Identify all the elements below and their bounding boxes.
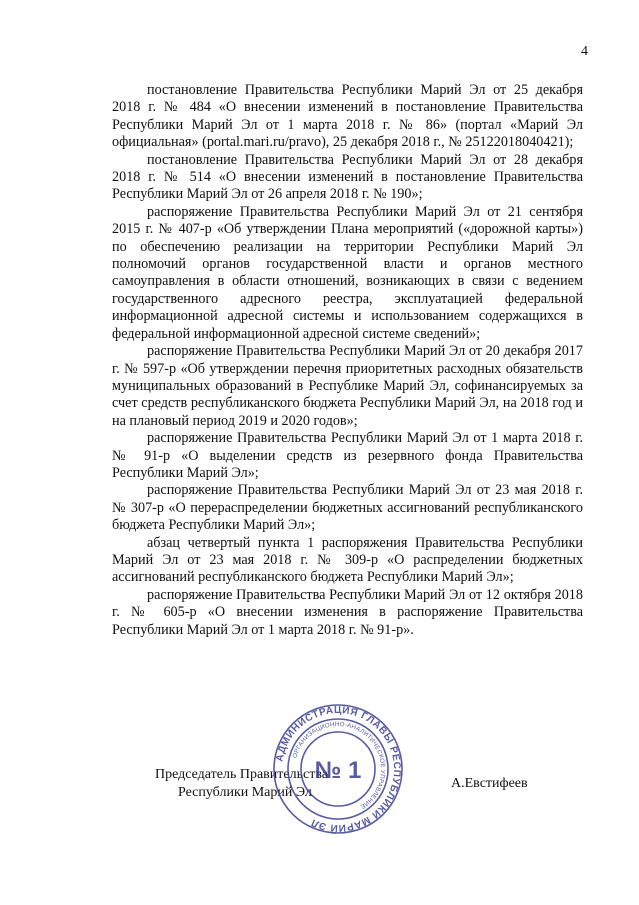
paragraph: постановление Правительства Республики Марий Эл от 25 декабря 2018 г. № 484 «О внесении изменений в постановление Правительства Республики Марий Эл от 1 марта 2018 г. № 86» (портал «Марий Эл официальная» (portal.mari.ru/pravo), 25 декабря 2018 г., № 25122018040421); bbox=[112, 82, 583, 151]
paragraph: абзац четвертый пункта 1 распоряжения Правительства Республики Марий Эл от 23 мая 2018 г. № 309-р «О распределении бюджетных ассигнований республиканского бюджета Республики Марий Эл»; bbox=[112, 534, 583, 586]
seal-center-text: № 1 bbox=[314, 757, 362, 784]
signature-title-line: Председатель Правительства bbox=[155, 767, 328, 782]
paragraph: распоряжение Правительства Республики Марий Эл от 12 октября 2018 г. № 605-р «О внесении изменения в распоряжение Правительства Республики Марий Эл от 1 марта 2018 г. № 91-р». bbox=[112, 586, 583, 638]
paragraph: распоряжение Правительства Республики Марий Эл от 21 сентября 2015 г. № 407-р «Об утверждении Плана мероприятий («дорожной карты») по обеспечению реализации на территории Республики Марий Эл полномочий органов государственной власти и органов местного самоуправления в области отношений, возникающих в связи с ведением государственного адресного реестра, эксплуатацией федеральной информационной адресной системы и использованием содержащихся в федеральной информационной адресной системе сведений»; bbox=[112, 203, 583, 342]
official-seal-stamp bbox=[270, 701, 406, 837]
page-number: 4 bbox=[581, 44, 588, 59]
seal-inner-text: ОРГАНИЗАЦИОННО-АНАЛИТИЧЕСКОЕ УПРАВЛЕНИЕ bbox=[291, 720, 387, 811]
seal-outer-text: АДМИНИСТРАЦИЯ ГЛАВЫ РЕСПУБЛИКИ МАРИЙ ЭЛ bbox=[274, 704, 403, 834]
signature-title-line: Республики Марий Эл bbox=[178, 785, 312, 800]
paragraph: распоряжение Правительства Республики Марий Эл от 23 мая 2018 г. № 307-р «О перераспределении бюджетных ассигнований республиканского бюджета Республики Марий Эл»; bbox=[112, 482, 583, 534]
paragraph: распоряжение Правительства Республики Марий Эл от 1 марта 2018 г. № 91-р «О выделении средств из резервного фонда Правительства Республики Марий Эл»; bbox=[112, 430, 583, 481]
signer-name: А.Евстифеев bbox=[451, 776, 528, 791]
paragraph: постановление Правительства Республики Марий Эл от 28 декабря 2018 г. № 514 «О внесении изменений в постановление Правительства Республики Марий Эл от 26 апреля 2018 г. № 190»; bbox=[112, 151, 583, 203]
document-body bbox=[112, 82, 583, 639]
paragraph: распоряжение Правительства Республики Марий Эл от 20 декабря 2017 г. № 597-р «Об утверждении перечня приоритетных расходных обязательств муниципальных образований в Республике Марий Эл, софинансируемых за счет средств республиканского бюджета Республики Марий Эл, на 2018 год и на плановый период 2019 и 2020 годов»; bbox=[112, 343, 583, 429]
